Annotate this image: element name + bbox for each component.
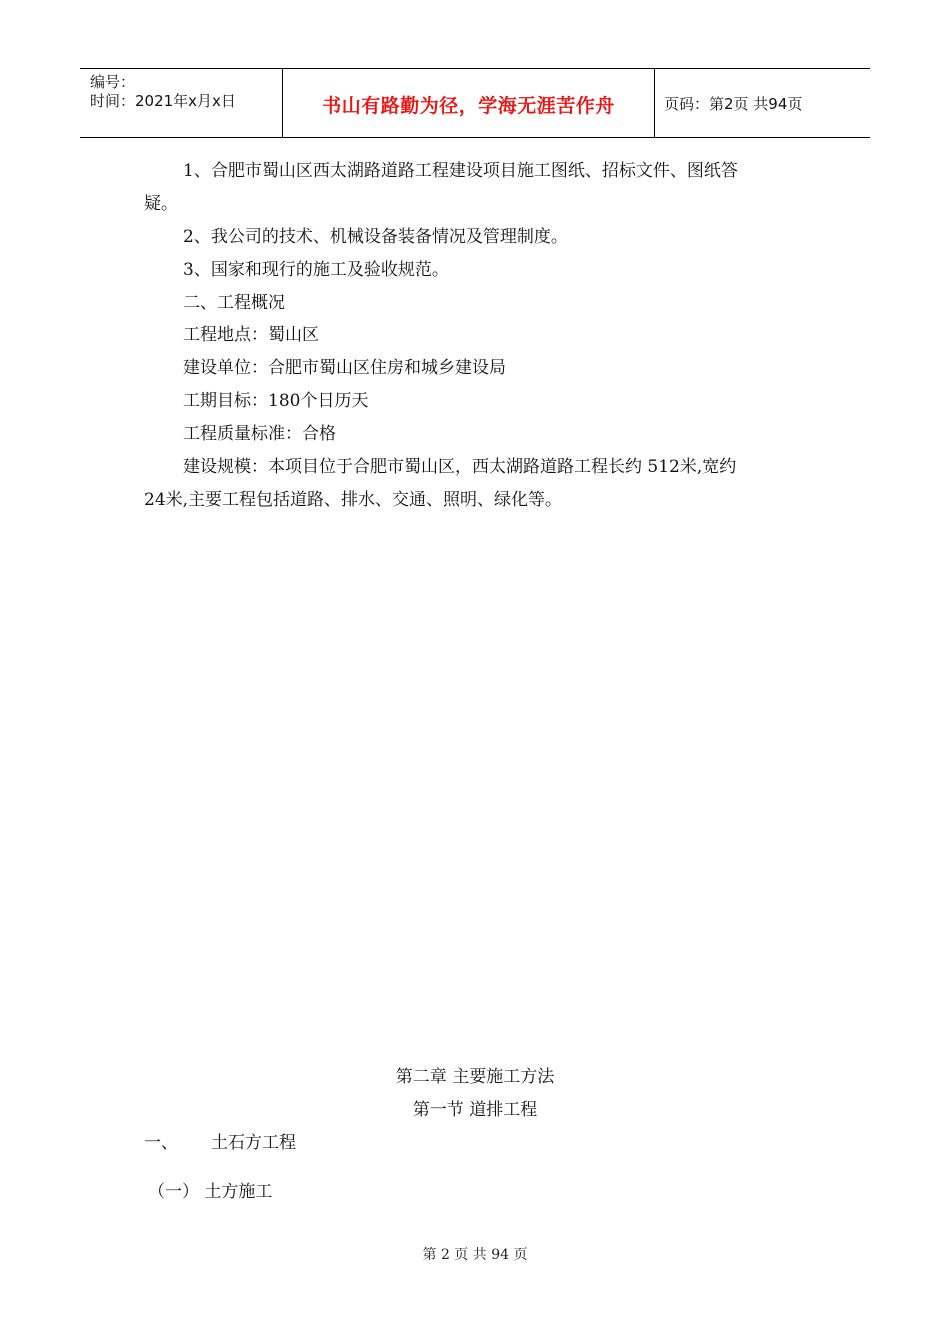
item-heading: 土石方工程 <box>211 1133 296 1153</box>
subitem-heading: （一） 土方施工 <box>148 1182 273 1202</box>
item-number: 一、 <box>144 1133 178 1153</box>
header-motto-cell <box>283 69 655 137</box>
page-footer: 第 2 页 共 94 页 <box>422 1247 528 1263</box>
header-info-cell <box>80 69 283 137</box>
basis-item-1: 1、合肥市蜀山区西太湖路道路工程建设项目施工图纸、招标文件、图纸答 <box>183 161 738 181</box>
serial-number-label: 编号： <box>90 73 136 91</box>
basis-item-2: 2、我公司的技术、机械设备装备情况及管理制度。 <box>183 227 568 247</box>
basis-item-1-cont: 疑。 <box>144 194 178 214</box>
chapter-title: 第二章 主要施工方法 <box>395 1067 555 1087</box>
motto-text: 书山有路勤为径，学海无涯苦作舟 <box>322 95 615 117</box>
project-owner: 建设单位：合肥市蜀山区住房和城乡建设局 <box>183 358 506 378</box>
project-scale: 建设规模：本项目位于合肥市蜀山区，西太湖路道路工程长约 512米,宽约 <box>183 457 737 477</box>
project-scale-cont: 24米,主要工程包括道路、排水、交通、照明、绿化等。 <box>144 490 563 510</box>
date-label: 时间：2021年x月x日 <box>90 92 236 110</box>
project-location: 工程地点：蜀山区 <box>183 325 319 345</box>
basis-item-3: 3、国家和现行的施工及验收规范。 <box>183 260 449 280</box>
quality-standard: 工程质量标准：合格 <box>183 424 336 444</box>
section-heading-overview: 二、工程概况 <box>183 293 285 313</box>
header-page-cell <box>656 69 870 137</box>
project-duration: 工期目标：180个日历天 <box>183 391 369 411</box>
header-page-info: 页码：第2页 共94页 <box>664 95 803 113</box>
document-header <box>80 68 870 138</box>
section-title: 第一节 道排工程 <box>412 1100 538 1120</box>
